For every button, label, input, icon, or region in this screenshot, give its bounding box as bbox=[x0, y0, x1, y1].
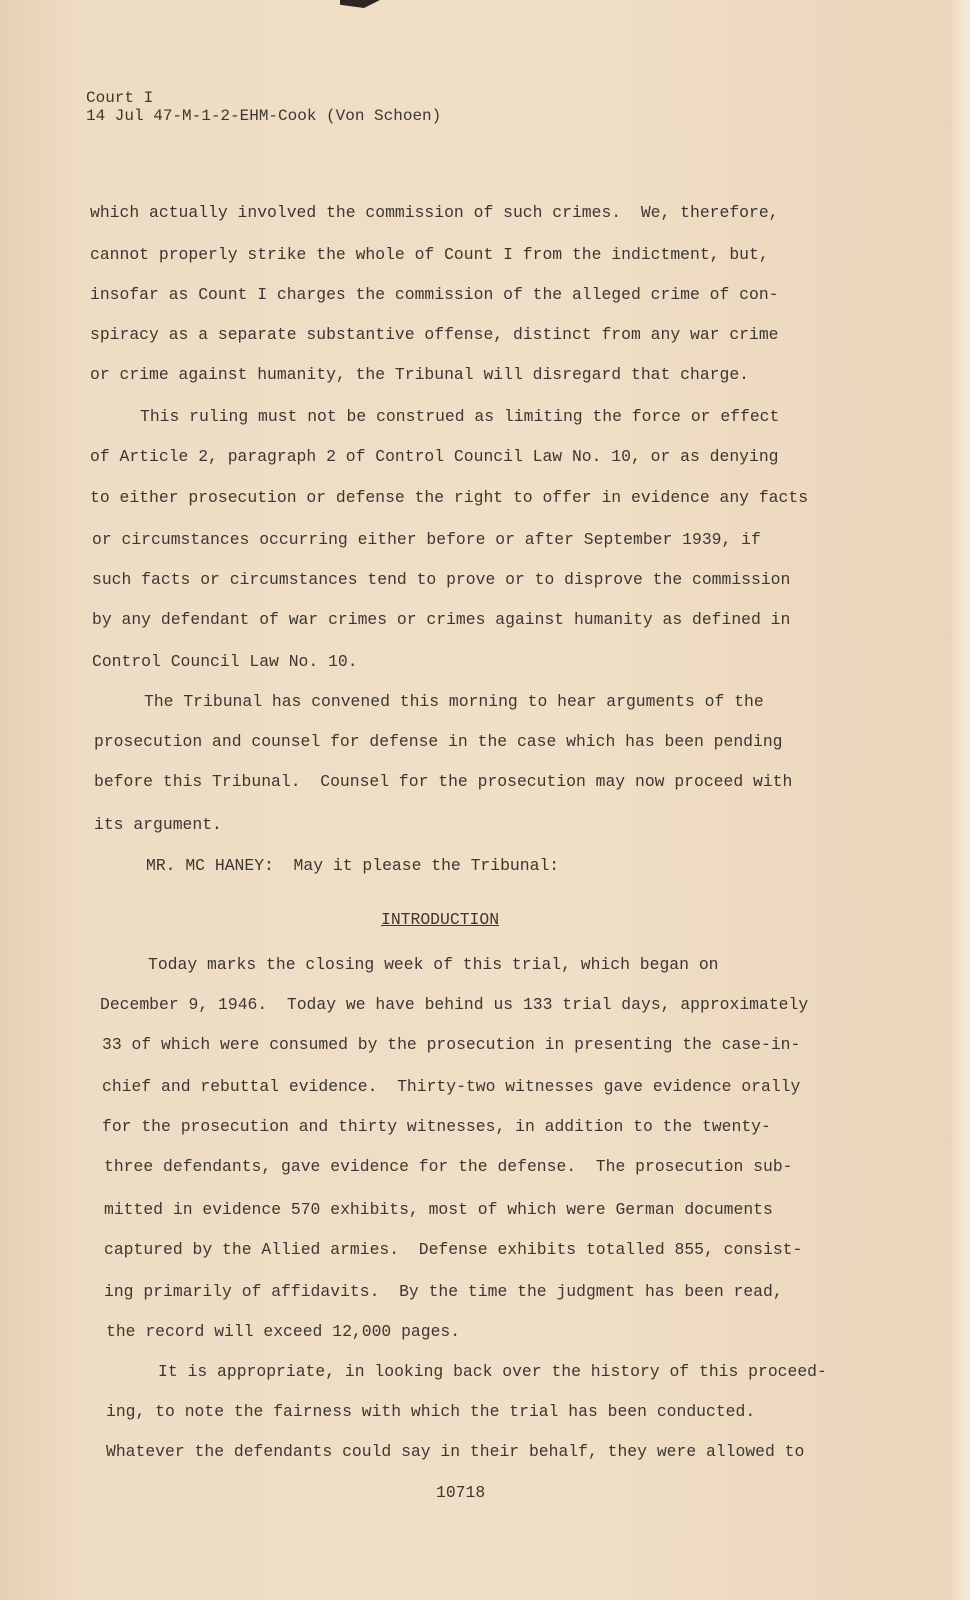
text-line: December 9, 1946. Today we have behind us 133 trial days, approximately bbox=[100, 995, 809, 1014]
section-heading: INTRODUCTION bbox=[381, 910, 500, 929]
header-court: Court I bbox=[86, 89, 154, 107]
text-line: cannot properly strike the whole of Count I from the indictment, but, bbox=[90, 245, 769, 264]
text-line: prosecution and counsel for defense in the case which has been pending bbox=[94, 732, 783, 751]
text-line: spiracy as a separate substantive offense, distinct from any war crime bbox=[90, 325, 779, 344]
text-line: 33 of which were consumed by the prosecution in presenting the case-in- bbox=[102, 1035, 801, 1054]
text-line: or crime against humanity, the Tribunal will disregard that charge. bbox=[90, 365, 750, 384]
speaker-line: MR. MC HANEY: May it please the Tribunal: bbox=[146, 856, 560, 875]
text-line: Control Council Law No. 10. bbox=[92, 652, 358, 671]
header-session: 14 Jul 47-M-1-2-EHM-Cook (Von Schoen) bbox=[86, 107, 442, 125]
text-line: before this Tribunal. Counsel for the prosecution may now proceed with bbox=[94, 772, 793, 791]
text-line: three defendants, gave evidence for the defense. The prosecution sub- bbox=[104, 1157, 793, 1176]
text-line: Whatever the defendants could say in their behalf, they were allowed to bbox=[106, 1442, 805, 1461]
text-line: the record will exceed 12,000 pages. bbox=[106, 1322, 461, 1341]
text-line: insofar as Count I charges the commission of the alleged crime of con- bbox=[90, 285, 779, 304]
text-line: mitted in evidence 570 exhibits, most of which were German documents bbox=[104, 1200, 773, 1219]
text-line: captured by the Allied armies. Defense exhibits totalled 855, consist- bbox=[104, 1240, 803, 1259]
page-number: 10718 bbox=[436, 1483, 486, 1502]
text-line: or circumstances occurring either before or after September 1939, if bbox=[92, 530, 761, 549]
text-line: ing primarily of affidavits. By the time the judgment has been read, bbox=[104, 1282, 783, 1301]
text-line: to either prosecution or defense the right to offer in evidence any facts bbox=[90, 488, 809, 507]
text-line: for the prosecution and thirty witnesses, in addition to the twenty- bbox=[102, 1117, 771, 1136]
text-line: It is appropriate, in looking back over the history of this proceed- bbox=[158, 1362, 827, 1381]
text-line: such facts or circumstances tend to prove or to disprove the commission bbox=[92, 570, 791, 589]
text-line: of Article 2, paragraph 2 of Control Council Law No. 10, or as denying bbox=[90, 447, 779, 466]
binder-tab bbox=[340, 0, 380, 8]
text-line: Today marks the closing week of this trial, which began on bbox=[148, 955, 719, 974]
page-edge bbox=[952, 0, 970, 1600]
text-line: ing, to note the fairness with which the trial has been conducted. bbox=[106, 1402, 756, 1421]
text-line: by any defendant of war crimes or crimes against humanity as defined in bbox=[92, 610, 791, 629]
text-line: chief and rebuttal evidence. Thirty-two witnesses gave evidence orally bbox=[102, 1077, 801, 1096]
text-line: its argument. bbox=[94, 815, 222, 834]
text-line: which actually involved the commission of such crimes. We, therefore, bbox=[90, 203, 779, 222]
text-line: The Tribunal has convened this morning to hear arguments of the bbox=[144, 692, 764, 711]
text-line: This ruling must not be construed as limiting the force or effect bbox=[140, 407, 780, 426]
